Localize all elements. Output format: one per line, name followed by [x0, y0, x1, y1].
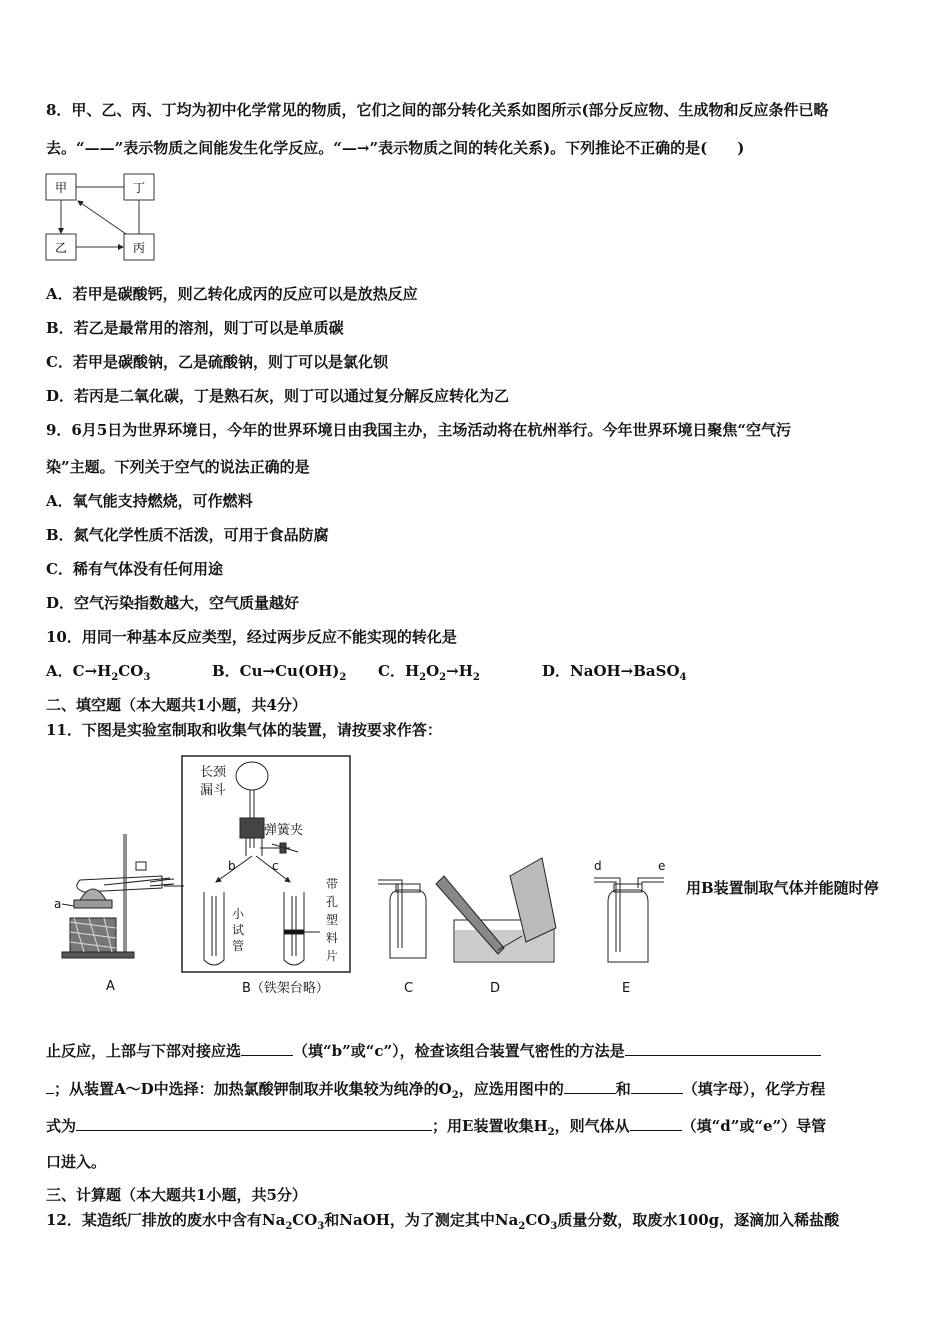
blank-5[interactable]: [76, 1115, 432, 1131]
apparatus-c: [378, 880, 426, 996]
node-jia: 甲: [54, 181, 68, 195]
q11-para-line1: 止反应，上部与下部对接应选 （填“b”或“c”），检查该组合装置气密性的方法是: [46, 1040, 821, 1061]
q9-option-d: D．空气污染指数越大，空气质量越好: [46, 594, 300, 612]
node-ding: 丁: [132, 181, 146, 195]
q8-option-d: D．若丙是二氧化碳，丁是熟石灰，则丁可以通过复分解反应转化为乙: [46, 387, 510, 405]
svg-text:a: a: [54, 897, 62, 911]
svg-text:料: 料: [326, 931, 339, 945]
blank-6[interactable]: [630, 1115, 682, 1131]
caption-e: E: [622, 981, 631, 996]
blank-1[interactable]: [241, 1040, 293, 1056]
q8-relation-diagram: [44, 172, 156, 264]
q10-option-a: A．$C\to H_2CO_3$: [46, 662, 151, 683]
q9-stem-line2: 染”主题。下列关于空气的说法正确的是: [46, 458, 310, 476]
blank-2[interactable]: [625, 1040, 821, 1056]
svg-text:e: e: [658, 859, 666, 873]
svg-text:带: 带: [326, 877, 339, 891]
q9-stem-line1: 9．6月5日为世界环境日，今年的世界环境日由我国主办，主场活动将在杭州举行。今年世界环境日聚焦“空气污: [46, 421, 791, 439]
svg-text:漏斗: 漏斗: [200, 783, 227, 798]
q11-para-line4: 口进入。: [46, 1153, 107, 1171]
section-3-heading: 三、计算题（本大题共1小题，共5分）: [46, 1186, 307, 1204]
svg-text:d: d: [594, 859, 602, 873]
apparatus-d: [436, 858, 556, 996]
q12-stem: 12．某造纸厂排放的废水中含有$Na_2CO_3$和NaOH，为了测定其中$Na_2CO_3$质量分数，取废水100g，逐滴加入稀盐酸: [46, 1211, 840, 1232]
q10-option-d: D．NaOH→BaSO$_4$: [542, 662, 687, 683]
q11-para-line2: ；从装置A～D中选择：加热氯酸钾制取并收集较为纯净的$O_2$，应选用图中的 和 （填字母），化学方程: [46, 1078, 825, 1106]
q10-option-b: B．$Cu\to Cu(OH)_2$: [212, 662, 347, 683]
q10-stem: 10．用同一种基本反应类型，经过两步反应不能实现的转化是: [46, 628, 457, 646]
svg-text:片: 片: [326, 949, 339, 963]
svg-text:试: 试: [232, 923, 245, 937]
q8-option-c: C．若甲是碳酸钠，乙是硫酸钠，则丁可以是氯化钡: [46, 353, 388, 371]
q11-stem: 11．下图是实验室制取和收集气体的装置，请按要求作答：: [46, 721, 442, 739]
node-yi: 乙: [54, 241, 68, 255]
q10-option-c: C．$H_2O_2\to H_2$: [378, 662, 480, 683]
svg-text:孔: 孔: [326, 895, 339, 909]
q11-para-line3: 式为 ；用E装置收集$H_2$，则气体从 （填“d”或“e”）导管: [46, 1117, 827, 1138]
svg-text:b: b: [228, 859, 236, 873]
svg-text:小: 小: [232, 907, 245, 921]
svg-text:长颈: 长颈: [200, 765, 227, 780]
caption-c: C: [404, 981, 414, 996]
apparatus-a: [54, 834, 184, 994]
blank-4[interactable]: [631, 1078, 683, 1094]
q11-apparatus-figure: [44, 752, 684, 1000]
q11-side-text: 用B装置制取气体并能随时停: [686, 879, 879, 897]
apparatus-b: [182, 756, 350, 996]
caption-a: A: [106, 979, 115, 994]
q9-option-c: C．稀有气体没有任何用途: [46, 560, 223, 578]
svg-text:管: 管: [232, 939, 245, 953]
svg-text:塑: 塑: [326, 913, 339, 927]
apparatus-e: [594, 859, 665, 996]
caption-b: B（铁架台略）: [242, 981, 329, 996]
svg-text:弹簧夹: 弹簧夹: [264, 823, 304, 838]
q10-options: [46, 661, 906, 681]
caption-d: D: [490, 981, 501, 996]
q9-option-a: A．氧气能支持燃烧，可作燃料: [46, 492, 253, 510]
svg-text:c: c: [272, 859, 279, 873]
section-2-heading: 二、填空题（本大题共1小题，共4分）: [46, 696, 307, 714]
node-bing: 丙: [132, 241, 146, 255]
q8-option-a: A．若甲是碳酸钙，则乙转化成丙的反应可以是放热反应: [46, 285, 418, 303]
q8-stem-line2: 去。“——”表示物质之间能发生化学反应。“—→”表示物质之间的转化关系)。下列推论不正确的是( ): [46, 139, 745, 157]
q8-option-b: B．若乙是最常用的溶剂，则丁可以是单质碳: [46, 319, 344, 337]
q9-option-b: B．氮气化学性质不活泼，可用于食品防腐: [46, 526, 329, 544]
blank-3[interactable]: [564, 1078, 616, 1094]
q8-stem-line1: 8．甲、乙、丙、丁均为初中化学常见的物质，它们之间的部分转化关系如图所示(部分反应物、生成物和反应条件已略: [46, 101, 829, 119]
blank-2-cont[interactable]: [46, 1078, 54, 1094]
